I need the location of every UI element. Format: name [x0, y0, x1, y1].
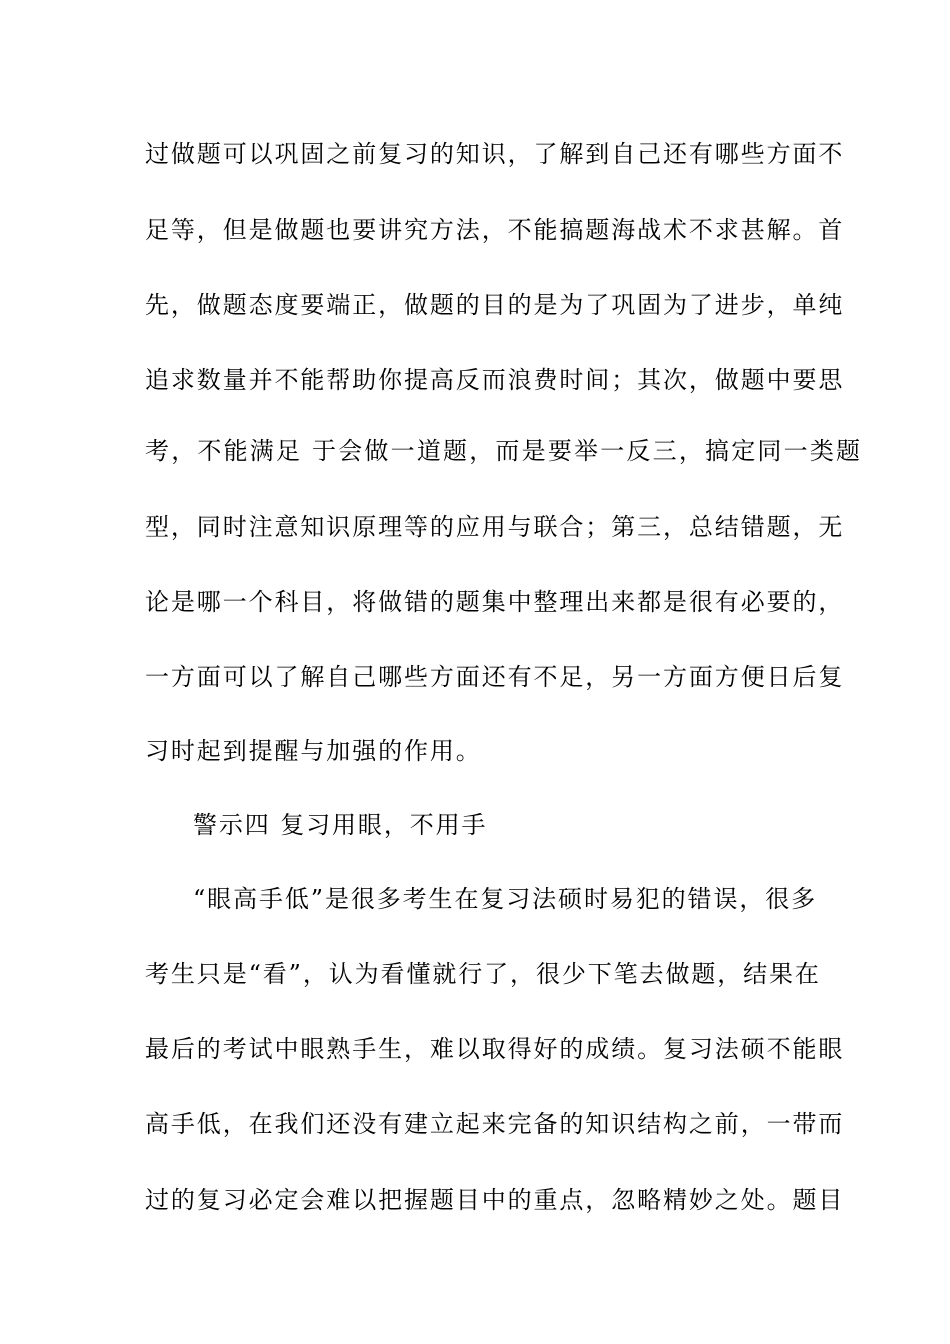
body-line-2: 足等，但是做题也要讲究方法，不能搞题海战术不求甚解。首 [145, 216, 845, 244]
body-line-3: 先，做题态度要端正，做题的目的是为了巩固为了进步，单纯 [145, 291, 845, 319]
body-line-5: 考，不能满足 于会做一道题，而是要举一反三，搞定同一类题 [145, 437, 863, 465]
body-line-6: 型，同时注意知识原理等的应用与联合；第三，总结错题，无 [145, 513, 845, 541]
body-line-13: 最后的考试中眼熟手生，难以取得好的成绩。复习法硕不能眼 [145, 1035, 845, 1063]
body-line-11: “眼高手低”是很多考生在复习法硕时易犯的错误，很多 [193, 885, 818, 913]
body-line-14: 高手低，在我们还没有建立起来完备的知识结构之前，一带而 [145, 1110, 845, 1138]
body-line-12: 考生只是“看”，认为看懂就行了，很少下笔去做题，结果在 [145, 960, 821, 988]
body-line-1: 过做题可以巩固之前复习的知识，了解到自己还有哪些方面不 [145, 140, 845, 168]
body-line-7: 论是哪一个科目，将做错的题集中整理出来都是很有必要的， [145, 588, 845, 616]
body-line-15: 过的复习必定会难以把握题目中的重点，忽略精妙之处。题目 [145, 1186, 845, 1214]
section-heading: 警示四 复习用眼，不用手 [193, 811, 488, 839]
body-line-4: 追求数量并不能帮助你提高反而浪费时间；其次，做题中要思 [145, 366, 845, 394]
body-line-8: 一方面可以了解自己哪些方面还有不足，另一方面方便日后复 [145, 663, 845, 691]
body-line-9: 习时起到提醒与加强的作用。 [145, 737, 482, 765]
